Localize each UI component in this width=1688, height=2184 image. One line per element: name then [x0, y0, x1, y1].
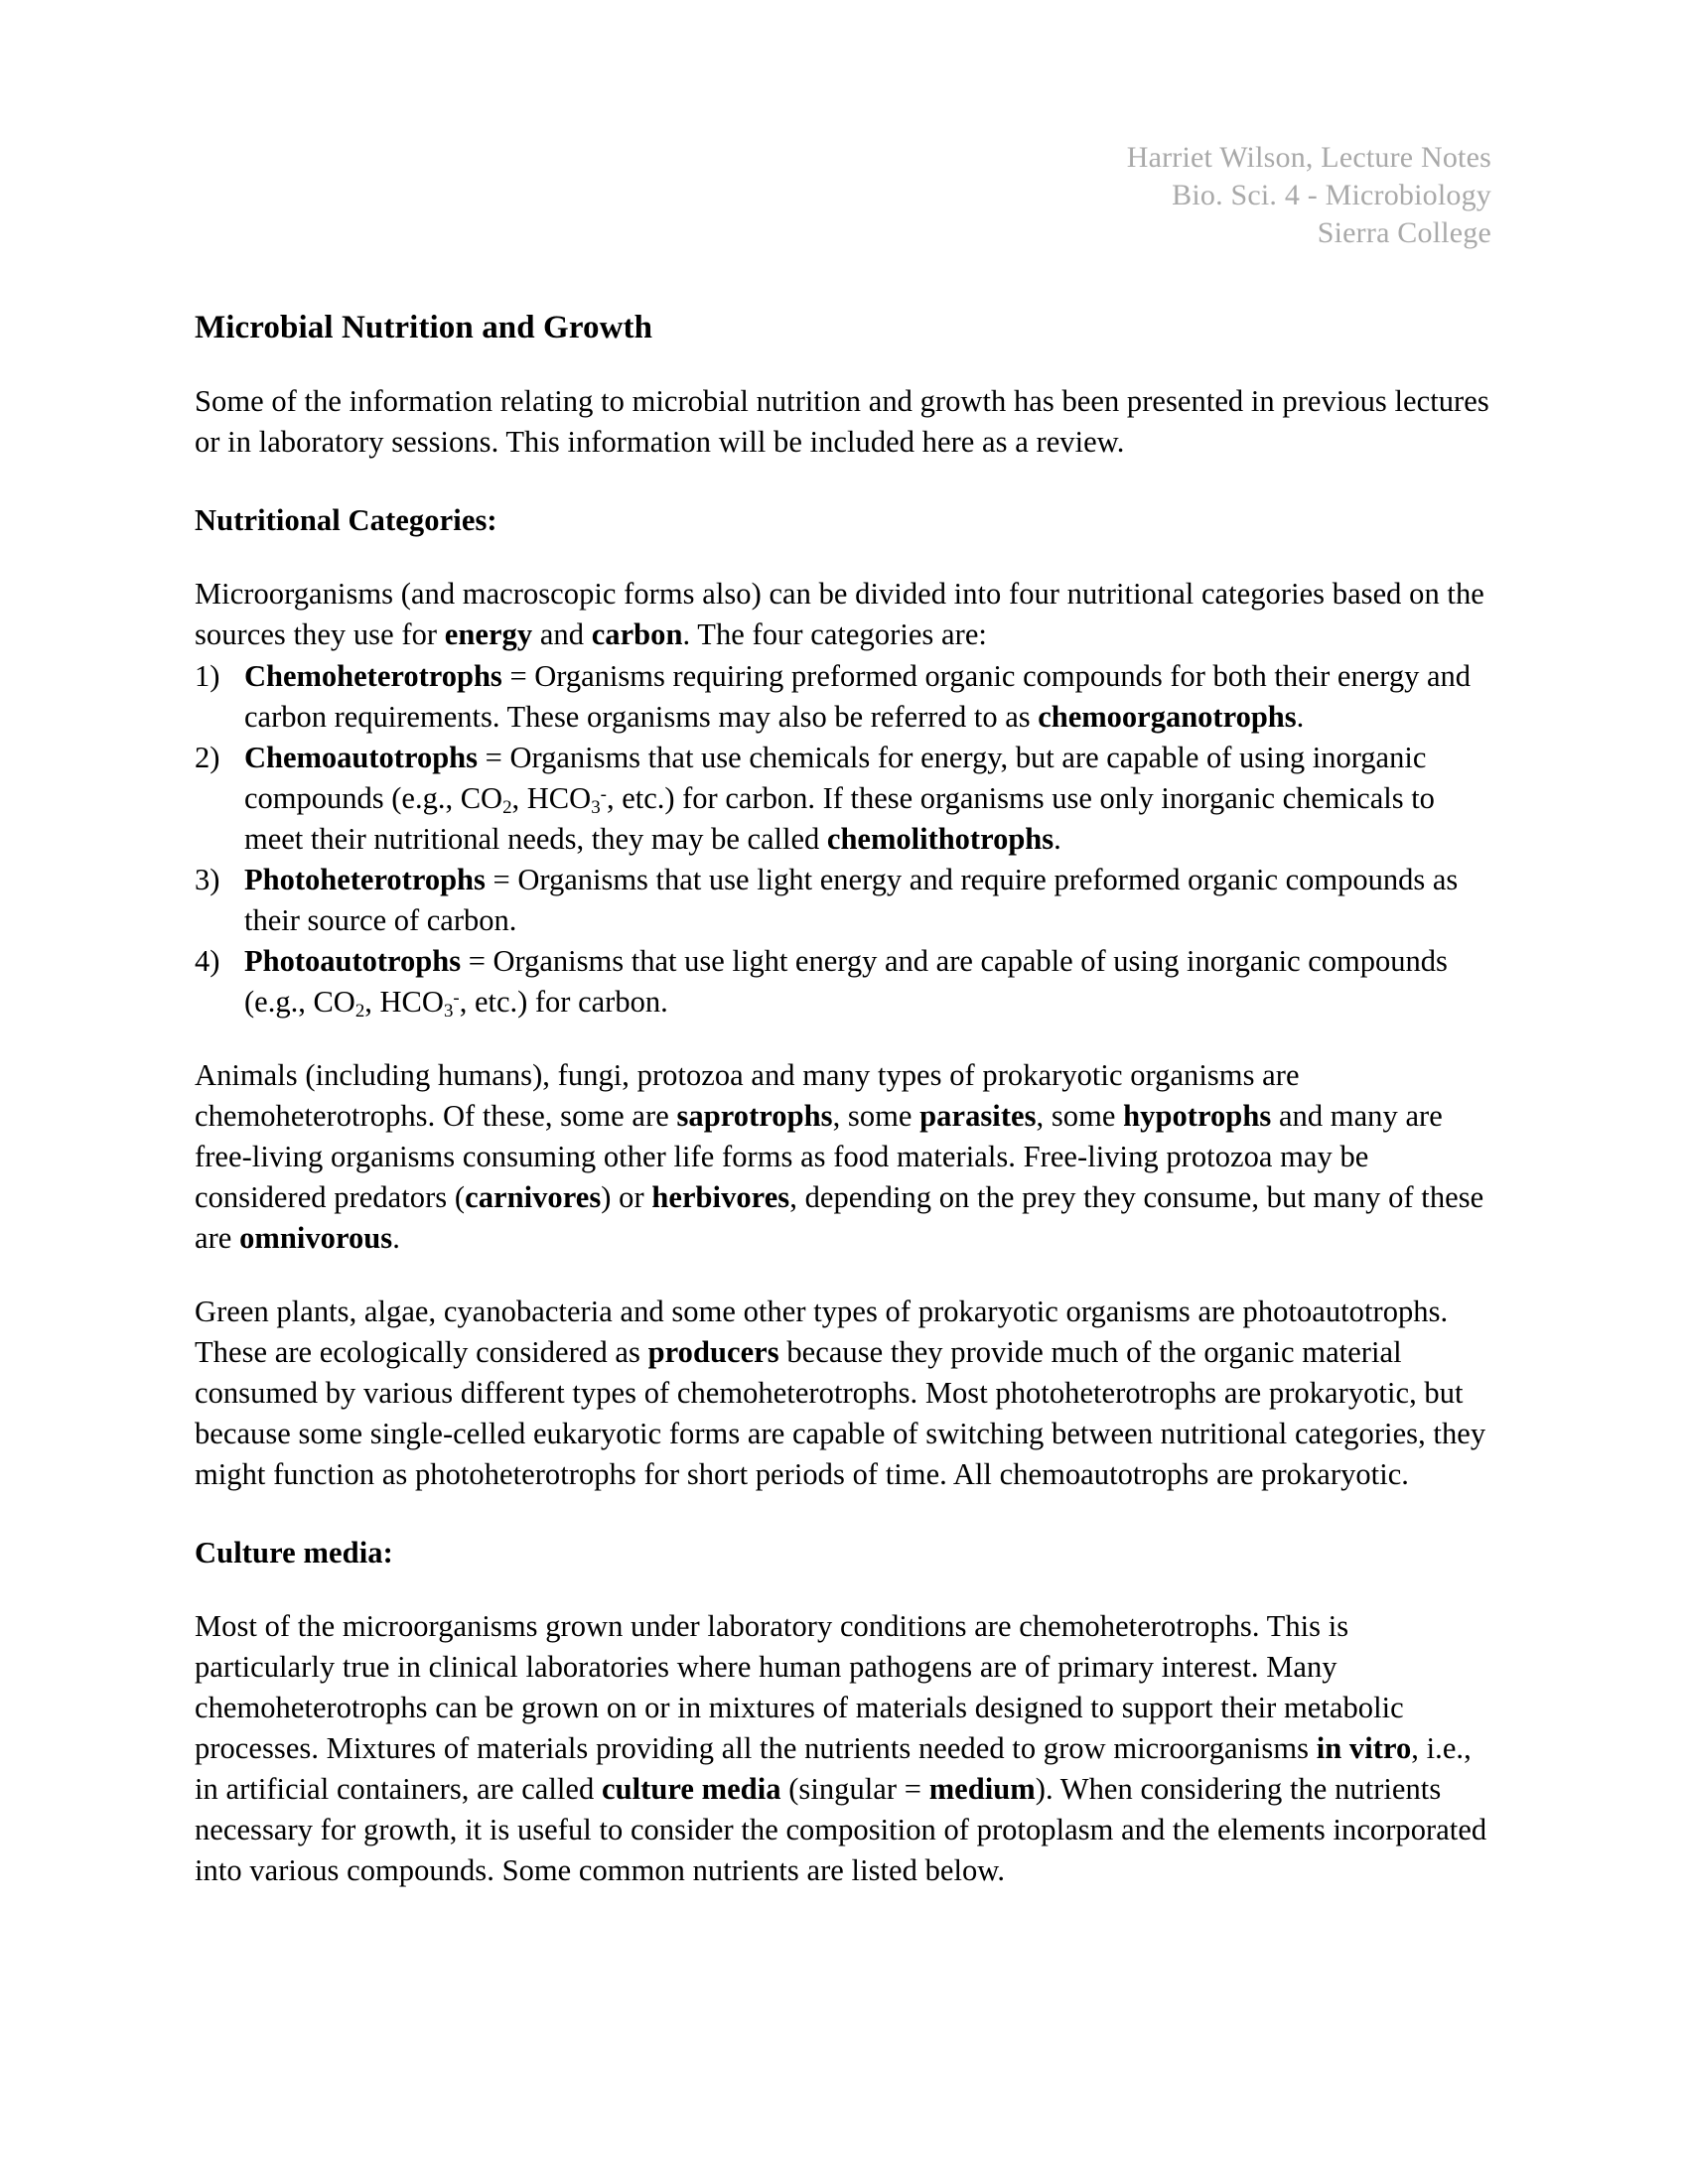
bold-term-saprotrophs: saprotrophs — [676, 1099, 833, 1134]
list-item — [195, 738, 1494, 860]
document-header — [195, 139, 1494, 252]
plants-text-part-1: Green plants, algae, cyanobacteria and some other types of prokaryotic organisms are photoautotrophs. These are ecologically considered as — [195, 1295, 1449, 1370]
list-item-definition-part-4: . — [1054, 822, 1061, 857]
list-item-term: Photoheterotrophs — [244, 863, 486, 897]
bold-term-culture-media: culture media — [602, 1772, 781, 1807]
culture-text-part-4: ). When considering the nutrients necessary for growth, it is useful to consider the composition of protoplasm and the elements incorporated into various compounds. Some common nutrients are listed below. — [195, 1772, 1487, 1888]
list-item-definition-part-1: = Organisms that use light energy and are capable of using inorganic compounds (e.g., CO — [244, 944, 1448, 1020]
list-item-number: 1) — [195, 658, 220, 693]
list-item-definition-part-2: , HCO — [364, 985, 444, 1020]
heading-culture-media: Culture media: — [195, 1536, 393, 1570]
animals-text-part-4: and many are free-living organisms consuming other life forms as food materials. Free-living protozoa may be considered predators ( — [195, 1099, 1443, 1215]
bold-term-omnivorous: omnivorous — [239, 1221, 393, 1256]
list-item-term-alt: chemoorganotrophs — [1038, 699, 1297, 734]
plants-text-part-2: because they provide much of the organic material consumed by various different types of chemoheterotrophs. Most photoheterotrophs are prokaryotic, but because some single-celled eukaryotic forms are capable of switching between nutritional categories, they might function as photoheterotrophs for short periods of time. All chemoautotrophs are prokaryotic. — [195, 1335, 1486, 1492]
formula-superscript-charge: - — [600, 784, 607, 806]
list-item-definition-part-2: . — [1296, 699, 1305, 734]
formula-superscript-charge: - — [453, 988, 460, 1010]
list-item-definition-part-3: , etc.) for carbon. — [459, 985, 668, 1020]
list-item-term-alt: chemolithotrophs — [826, 822, 1055, 857]
header-line-institution: Sierra College — [1317, 216, 1491, 250]
culture-media-paragraph — [195, 1606, 1494, 1891]
animals-text-part-1: Animals (including humans), fungi, protozoa and many types of prokaryotic organisms are chemoheterotrophs. Of these, some are — [195, 1058, 1300, 1134]
header-line-author: Harriet Wilson, Lecture Notes — [1126, 141, 1491, 174]
bold-term-parasites: parasites — [919, 1099, 1037, 1134]
nutritional-categories-list — [195, 656, 1494, 1023]
heading-nutritional-categories: Nutritional Categories: — [195, 502, 497, 537]
list-item-definition-part-2: , HCO — [511, 781, 592, 815]
animals-text-part-7: . — [392, 1221, 400, 1256]
intro-paragraph: Some of the information relating to microbial nutrition and growth has been presented in previous lectures or in laboratory sessions. This information will be included here as a review. — [195, 383, 1489, 459]
lead-bold-carbon: carbon — [591, 616, 683, 651]
formula-subscript-co2: 2 — [354, 1001, 365, 1023]
formula-subscript-hco3: 3 — [591, 797, 601, 819]
list-item-definition-part-1: = Organisms that use chemicals for energy, but are capable of using inorganic compounds (e.g., CO — [244, 740, 1427, 815]
formula-subscript-co2: 2 — [502, 797, 512, 819]
lead-bold-energy: energy — [444, 616, 533, 651]
list-item-number: 4) — [195, 944, 220, 979]
page-title: Microbial Nutrition and Growth — [195, 310, 653, 346]
list-item-term: Photoautotrophs — [244, 944, 462, 979]
animals-text-part-6: , depending on the prey they consume, but many of these are — [195, 1180, 1484, 1256]
bold-term-producers: producers — [647, 1335, 779, 1370]
culture-text-part-2: , i.e., in artificial containers, are called — [195, 1731, 1472, 1807]
bold-term-herbivores: herbivores — [651, 1180, 790, 1215]
lead-text-part-2: and — [532, 616, 592, 651]
culture-text-part-3: (singular = — [780, 1772, 929, 1807]
list-item-definition-part-3: , etc.) for carbon. If these organisms use only inorganic chemicals to meet their nutritional needs, they may be called — [244, 781, 1435, 857]
nutritional-categories-lead — [195, 574, 1494, 655]
list-item-number: 3) — [195, 863, 220, 897]
bold-term-in-vitro: in vitro — [1316, 1731, 1412, 1766]
chemoheterotrophs-paragraph — [195, 1055, 1494, 1259]
bold-term-carnivores: carnivores — [465, 1180, 602, 1215]
lead-text-part-1: Microorganisms (and macroscopic forms also) can be divided into four nutritional categories based on the sources they use for — [195, 576, 1484, 651]
nutritional-categories-list-wrapper — [195, 656, 1494, 1023]
header-line-course: Bio. Sci. 4 - Microbiology — [1172, 179, 1491, 212]
culture-text-part-1: Most of the microorganisms grown under laboratory conditions are chemoheterotrophs. This is particularly true in clinical laboratories where human pathogens are of primary interest. Many chemoheterotrophs can be grown on or in mixtures of materials designed to support their metabolic processes. Mixtures of materials providing all the nutrients needed to grow microorganisms — [195, 1609, 1404, 1766]
lead-text-part-3: . The four categories are: — [682, 616, 987, 651]
list-item — [195, 941, 1494, 1023]
animals-text-part-3: , some — [1036, 1099, 1124, 1134]
list-item — [195, 860, 1494, 941]
list-item-number: 2) — [195, 740, 220, 774]
list-item-definition-part-1: = Organisms that use light energy and require preformed organic compounds as their source of carbon. — [244, 863, 1459, 938]
list-item-term: Chemoheterotrophs — [244, 658, 502, 693]
photoautotrophs-paragraph — [195, 1292, 1494, 1495]
list-item — [195, 656, 1494, 738]
animals-text-part-2: , some — [832, 1099, 920, 1134]
animals-text-part-5: ) or — [601, 1180, 652, 1215]
formula-subscript-hco3: 3 — [443, 1001, 454, 1023]
list-item-definition-part-1: = Organisms requiring preformed organic compounds for both their energy and carbon requirements. These organisms may also be referred to as — [244, 658, 1471, 734]
list-item-term: Chemoautotrophs — [244, 740, 478, 774]
bold-term-hypotrophs: hypotrophs — [1123, 1099, 1272, 1134]
bold-term-medium: medium — [928, 1772, 1036, 1807]
